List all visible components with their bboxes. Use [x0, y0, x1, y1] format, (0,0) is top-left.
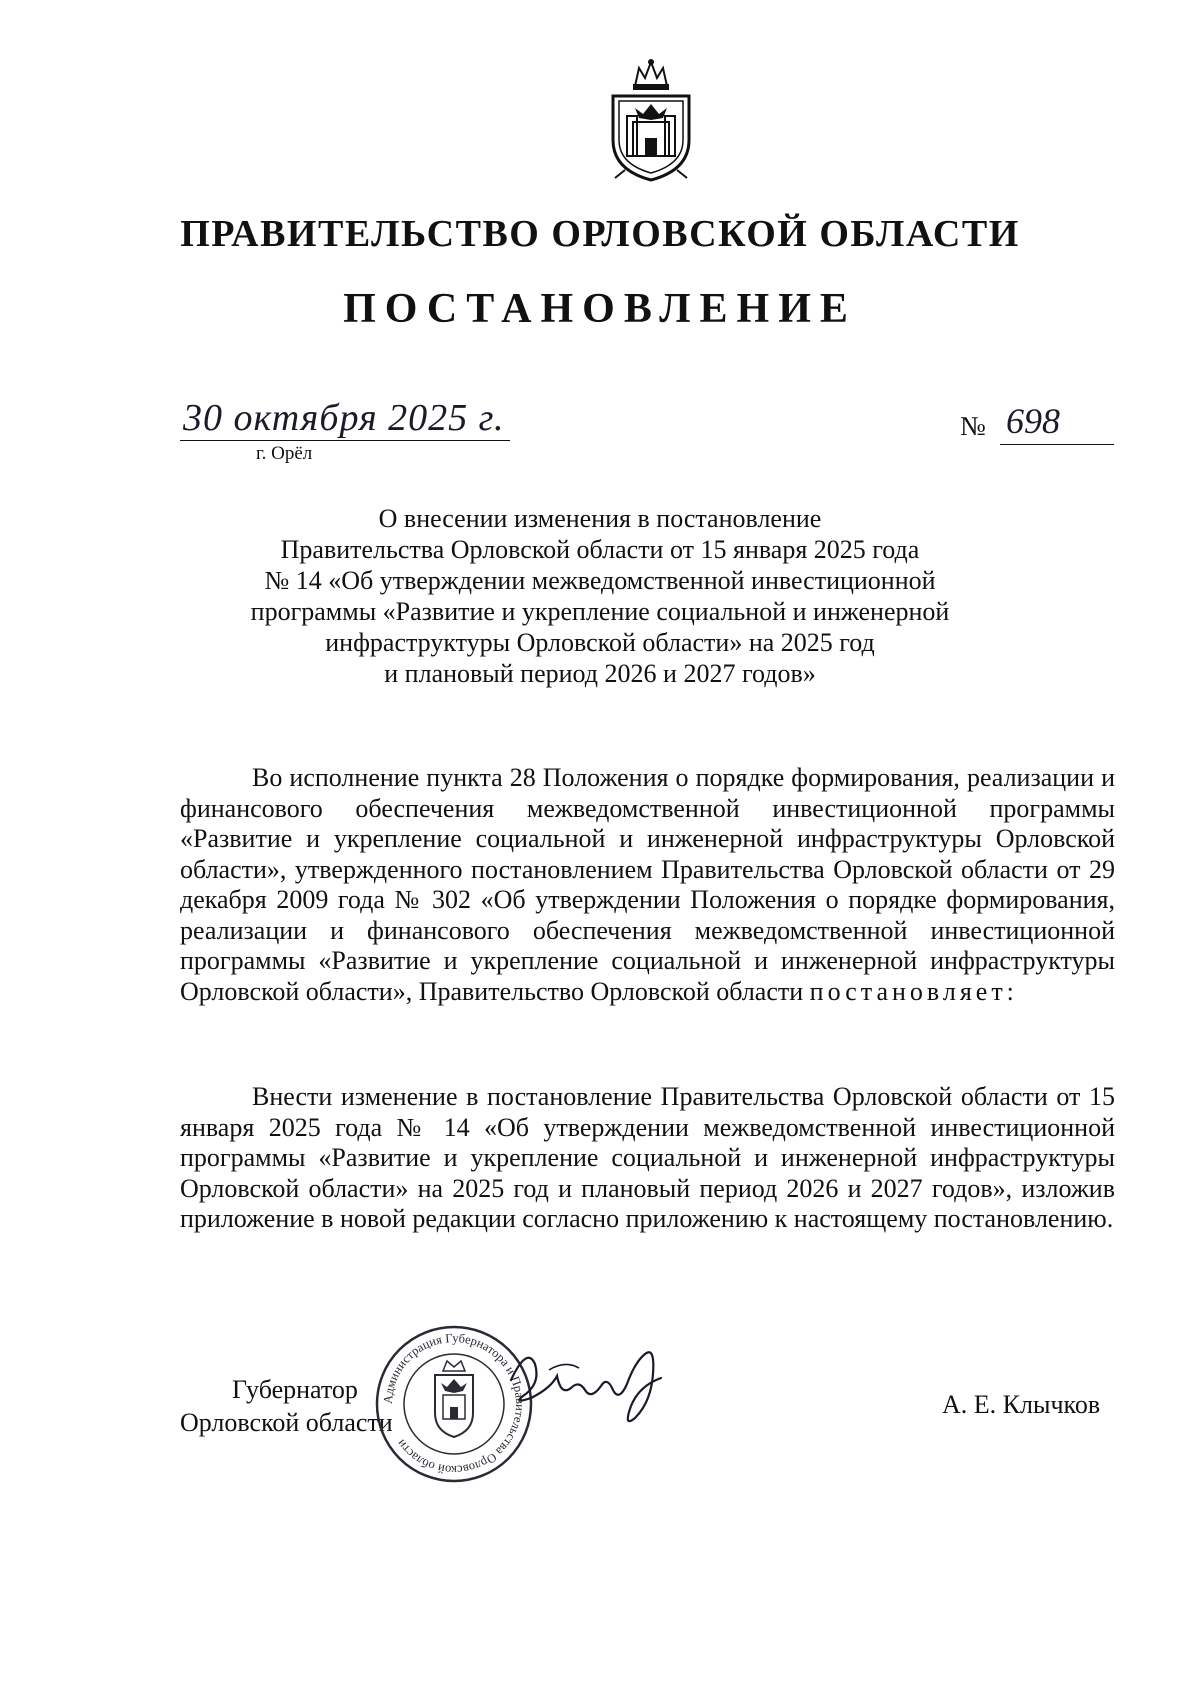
handwritten-number: 698: [1006, 401, 1060, 441]
number-label: №: [960, 411, 986, 441]
subject-line: инфраструктуры Орловской области» на 2025 год: [325, 628, 875, 657]
subject-line: № 14 «Об утверждении межведомственной инвестиционной: [264, 566, 936, 595]
preamble-text: Во исполнение пункта 28 Положения о порядке формирования, реализации и финансового обеспечения межведомственной инвестиционной программы «Развитие и укрепление социальной и инженерной инфраструктуры Орловской области», утвержденного постановлением Правительства Орловской области от 29 декабря 2009 года № 302 «Об утверждении Положения о порядке формирования, реализации и финансового обеспечения межведомственной инвестиционной программы «Развитие и укрепление социальной и инженерной инфраструктуры Орловской области», Правительство Орловской области: [180, 763, 1115, 1006]
date-underline: [180, 440, 510, 441]
signatory-position: [180, 1373, 393, 1439]
seal-ring-text: Администрация Губернатора и Правительства Орловской области: [380, 1330, 528, 1478]
resolves-keyword: постановляет:: [809, 976, 1018, 1006]
handwritten-date: 30 октября 2025 г.: [183, 397, 505, 439]
government-title: ПРАВИТЕЛЬСТВО ОРЛОВСКОЙ ОБЛАСТИ: [180, 213, 1020, 255]
handwritten-signature-icon: [505, 1340, 670, 1436]
subject-line: О внесении изменения в постановление: [378, 504, 822, 533]
signatory-name: А. Е. Клычков: [942, 1390, 1101, 1419]
document-subject: [200, 503, 1000, 689]
subject-line: и плановый период 2026 и 2027 годов»: [384, 659, 816, 688]
body-paragraph-resolution: Внести изменение в постановление Правительства Орловской области от 15 января 2025 года № 14 «Об утверждении межведомственной инвестиционной программы «Развитие и укрепление социальной и инженерной инфраструктуры Орловской области» на 2025 год и плановый период 2026 и 2027 годов», изложив приложение в новой редакции согласно приложению к настоящему постановлению.: [180, 1082, 1115, 1233]
orel-region-coat-of-arms-icon: [605, 58, 697, 184]
subject-line: Правительства Орловской области от 15 января 2025 года: [280, 535, 920, 564]
body-paragraph-preamble: [180, 763, 1115, 1007]
position-line: Губернатор: [232, 1375, 358, 1404]
city-label: г. Орёл: [256, 443, 313, 464]
number-underline: [1000, 444, 1114, 445]
document-type: ПОСТАНОВЛЕНИЕ: [343, 286, 857, 332]
subject-line: программы «Развитие и укрепление социальной и инженерной: [250, 597, 950, 626]
position-line: Орловской области: [180, 1408, 393, 1437]
